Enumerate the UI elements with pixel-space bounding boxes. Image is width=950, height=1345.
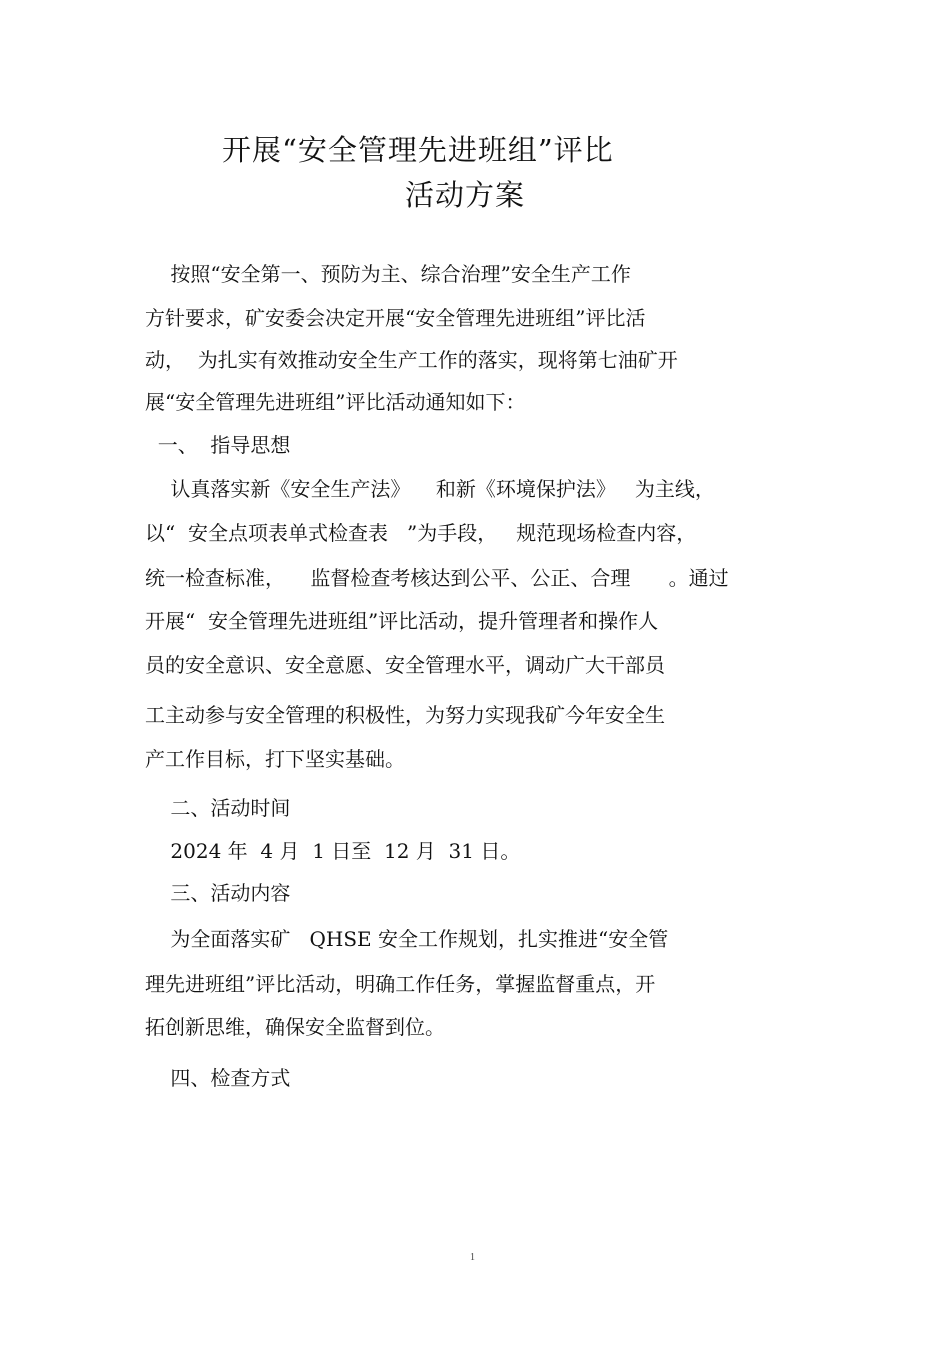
section-heading: 一、 指导思想 [145,433,291,457]
paragraph-line: 以“ 安全点项表单式检查表 ”为手段， 规范现场检查内容， [145,521,697,545]
page-number: 1 [470,1252,475,1263]
paragraph-line: 动， 为扎实有效推动安全生产工作的落实，现将第七油矿开 [145,348,678,372]
paragraph-line: 按照“安全第一、预防为主、综合治理”安全生产工作 [145,262,631,286]
paragraph-line: 产工作目标，打下坚实基础。 [145,747,405,771]
paragraph-line: 认真落实新《安全生产法》 和新《环境保护法》 为主线， [145,477,715,501]
section-heading: 三、活动内容 [145,881,291,905]
paragraph-line: 员的安全意识、安全意愿、安全管理水平，调动广大干部员 [145,653,665,677]
document-title-line-1: 开展“安全管理先进班组”评比 [222,133,614,167]
paragraph-line: 拓创新思维，确保安全监督到位。 [145,1015,445,1039]
paragraph-line: 为全面落实矿 QHSE 安全工作规划，扎实推进“安全管 [145,927,669,951]
paragraph-line: 统一检查标准， 监督检查考核达到公平、公正、合理 。通过 [145,566,729,590]
section-heading: 四、检查方式 [145,1066,291,1090]
document-title-line-2: 活动方案 [405,178,526,212]
paragraph-line: 方针要求，矿安委会决定开展“安全管理先进班组”评比活 [145,306,646,330]
paragraph-line: 2024 年 4 月 1 日至 12 月 31 日。 [145,839,521,863]
paragraph-line: 展“安全管理先进班组”评比活动通知如下： [145,390,526,414]
paragraph-line: 理先进班组”评比活动，明确工作任务，掌握监督重点，开 [145,972,656,996]
paragraph-line: 工主动参与安全管理的积极性，为努力实现我矿今年安全生 [145,703,665,727]
section-heading: 二、活动时间 [145,796,291,820]
paragraph-line: 开展“ 安全管理先进班组”评比活动，提升管理者和操作人 [145,609,659,633]
